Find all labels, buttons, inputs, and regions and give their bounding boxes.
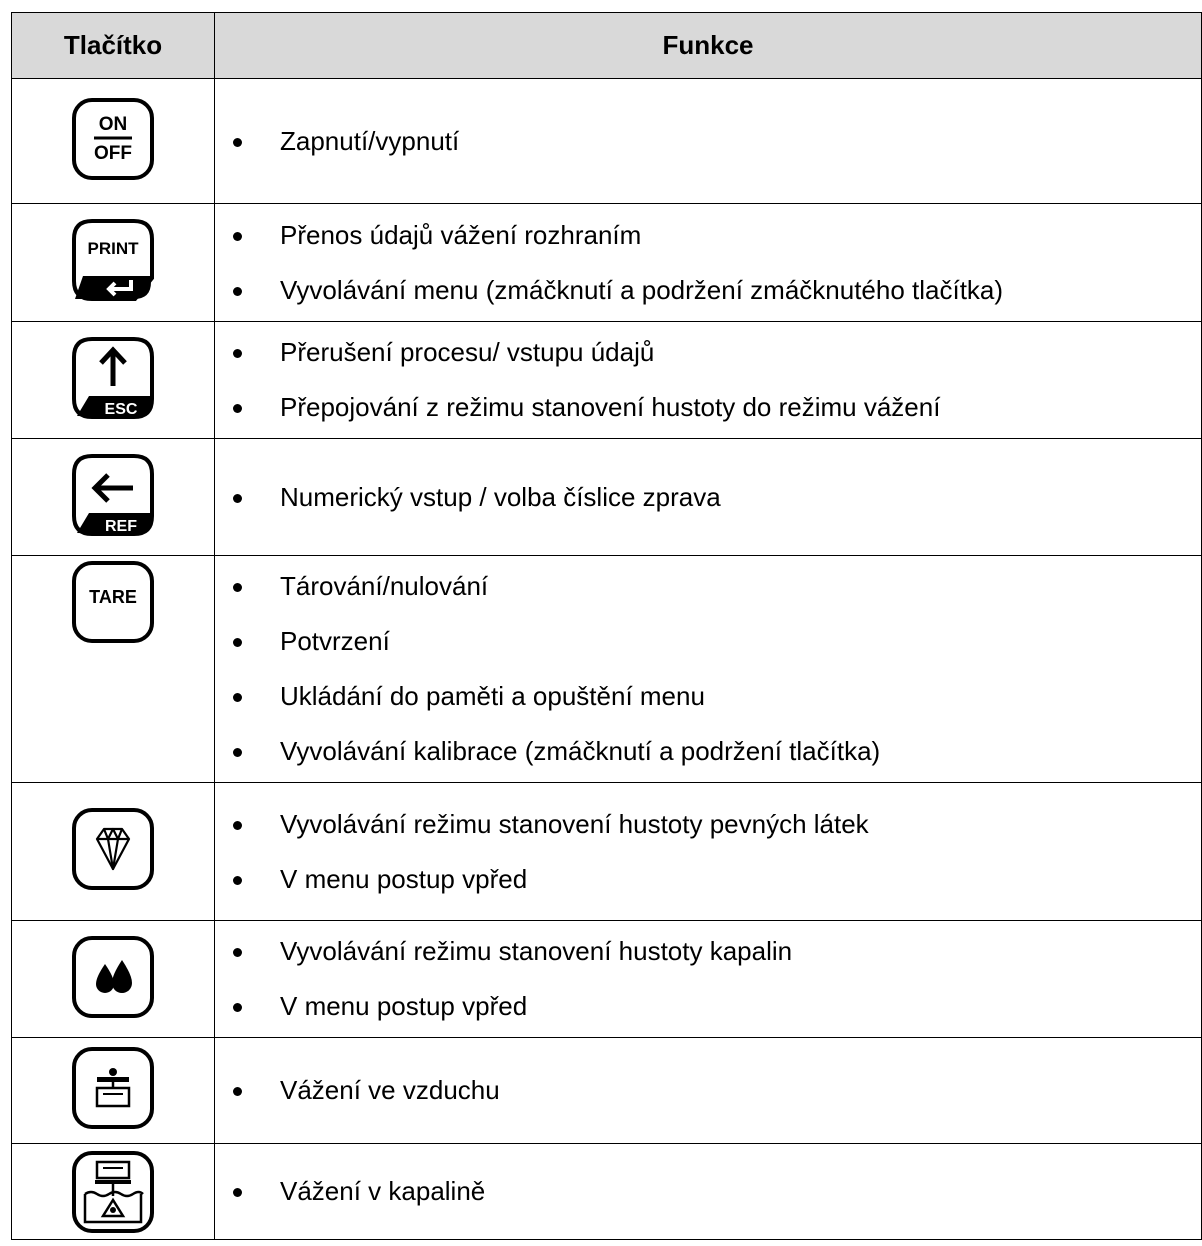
table-row [12, 439, 1202, 556]
function-item: Zapnutí/vypnutí [229, 114, 1201, 169]
function-cell [215, 556, 1202, 783]
function-cell [215, 921, 1202, 1038]
function-item: V menu postup vpřed [229, 852, 1201, 907]
header-function-column: Funkce [215, 13, 1202, 79]
key-cell [12, 322, 215, 439]
key-cell [12, 79, 215, 204]
table-row [12, 921, 1202, 1038]
function-item: Potvrzení [229, 614, 1201, 669]
key-cell [12, 783, 215, 921]
table-row [12, 204, 1202, 322]
on-off-key-icon [71, 97, 155, 181]
key-cell [12, 556, 215, 783]
table-row [12, 1038, 1202, 1144]
svg-text:TARE: TARE [89, 587, 137, 607]
header-key-column: Tlačítko [12, 13, 215, 79]
table-row [12, 79, 1202, 204]
ref-left-arrow-key-icon [71, 453, 155, 537]
function-item: Přenos údajů vážení rozhraním [229, 208, 1201, 263]
function-cell [215, 783, 1202, 921]
function-item: V menu postup vpřed [229, 979, 1201, 1034]
svg-text:PRINT: PRINT [87, 239, 139, 258]
key-function-table [11, 12, 1202, 1240]
function-cell [215, 1038, 1202, 1144]
table-header-row [12, 13, 1202, 79]
print-key-icon [71, 218, 155, 302]
esc-up-arrow-key-icon [71, 336, 155, 420]
table-row [12, 783, 1202, 921]
function-item: Tárování/nulování [229, 559, 1201, 614]
function-item: Numerický vstup / volba číslice zprava [229, 470, 1201, 525]
function-cell [215, 204, 1202, 322]
weighing-in-liquid-key-icon [71, 1150, 155, 1234]
function-item: Vyvolávání režimu stanovení hustoty kapalin [229, 924, 1201, 979]
key-cell [12, 1144, 215, 1240]
function-cell [215, 322, 1202, 439]
key-cell [12, 1038, 215, 1144]
diamond-key-icon [71, 807, 155, 891]
function-item: Vyvolávání kalibrace (zmáčknutí a podržení tlačítka) [229, 724, 1201, 779]
key-cell [12, 921, 215, 1038]
svg-text:REF: REF [105, 517, 137, 535]
function-item: Vážení ve vzduchu [229, 1063, 1201, 1118]
function-item: Ukládání do paměti a opuštění menu [229, 669, 1201, 724]
svg-text:ON: ON [98, 113, 128, 135]
function-cell [215, 1144, 1202, 1240]
key-cell [12, 439, 215, 556]
weighing-in-air-key-icon [71, 1046, 155, 1130]
function-item: Vyvolávání menu (zmáčknutí a podržení zmáčknutého tlačítka) [229, 263, 1201, 318]
function-cell [215, 439, 1202, 556]
function-item: Vyvolávání režimu stanovení hustoty pevných látek [229, 797, 1201, 852]
function-item: Přerušení procesu/ vstupu údajů [229, 325, 1201, 380]
svg-text:ESC: ESC [104, 400, 138, 418]
key-cell [12, 204, 215, 322]
table-row [12, 556, 1202, 783]
function-item: Přepojování z režimu stanovení hustoty do režimu vážení [229, 380, 1201, 435]
table-row [12, 1144, 1202, 1240]
function-item: Vážení v kapalině [229, 1164, 1201, 1219]
tare-key-icon [71, 560, 155, 644]
table-row [12, 322, 1202, 439]
svg-text:OFF: OFF [94, 142, 132, 164]
function-cell [215, 79, 1202, 204]
drops-key-icon [71, 935, 155, 1019]
